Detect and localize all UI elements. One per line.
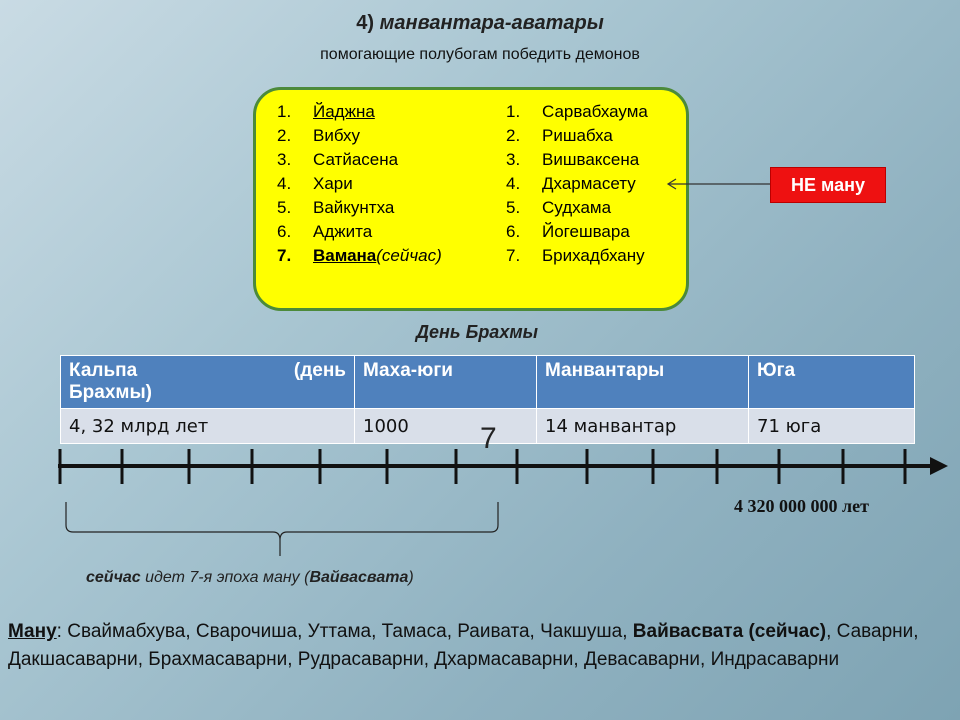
header-maha: Маха-юги <box>355 356 537 409</box>
cell-yuga: 71 юга <box>749 409 915 444</box>
timeline-marker-label: 7 <box>480 422 497 455</box>
title-number: 4) <box>356 12 375 34</box>
subtitle: помогающие полубогам победить демонов <box>320 46 640 63</box>
list-item: 6. Йогешвара <box>506 222 630 241</box>
list-item: 3. Сатйасена <box>277 150 399 169</box>
list-item: 5. Вайкунтха <box>277 198 395 217</box>
list-item: 4. Дхармасету <box>506 174 636 193</box>
manu-label: Ману <box>8 621 57 642</box>
list-item: 6. Аджита <box>277 222 373 241</box>
years-label: 4 320 000 000 лет <box>734 496 869 516</box>
list-item: 1. Сарвабхаума <box>506 102 648 121</box>
list-item: 1. Йаджна <box>277 102 375 121</box>
cell-manv: 14 манвантар <box>537 409 749 444</box>
list-item: 7. Брихадбхану <box>506 246 645 265</box>
title-text: манвантара-аватары <box>379 12 604 34</box>
list-item: 4. Хари <box>277 174 353 193</box>
ne-mana-badge: НЕ ману <box>770 167 886 203</box>
list-item-current: 7. Вамана (сейчас) <box>277 246 442 265</box>
header-manv: Манвантары <box>537 356 749 409</box>
header-yuga: Юга <box>749 356 915 409</box>
header-kalpa: Кальпа (день Брахмы) <box>61 356 355 409</box>
list-item: 5. Судхама <box>506 198 612 217</box>
brahma-day-title: День Брахмы <box>416 322 539 342</box>
list-item: 2. Ришабха <box>506 126 613 145</box>
cell-kalpa: 4, 32 млрд лет <box>61 409 355 444</box>
cell-maha: 1000 <box>355 409 537 444</box>
now-caption: сейчас идет 7-я эпоха ману (Вайвасвата) <box>86 569 414 586</box>
list-item: 2. Вибху <box>277 126 361 145</box>
manu-list: Ману: Сваймабхува, Сварочиша, Уттама, Тамаса, Раивата, Чакшуша, Вайвасвата (сейчас), Саварни, Дакшасаварни, Брахмасаварни, Рудрасаварни, Дхармасаварни, Девасаварни, Индрасаварни <box>8 621 919 670</box>
list-item: 3. Вишваксена <box>506 150 640 169</box>
